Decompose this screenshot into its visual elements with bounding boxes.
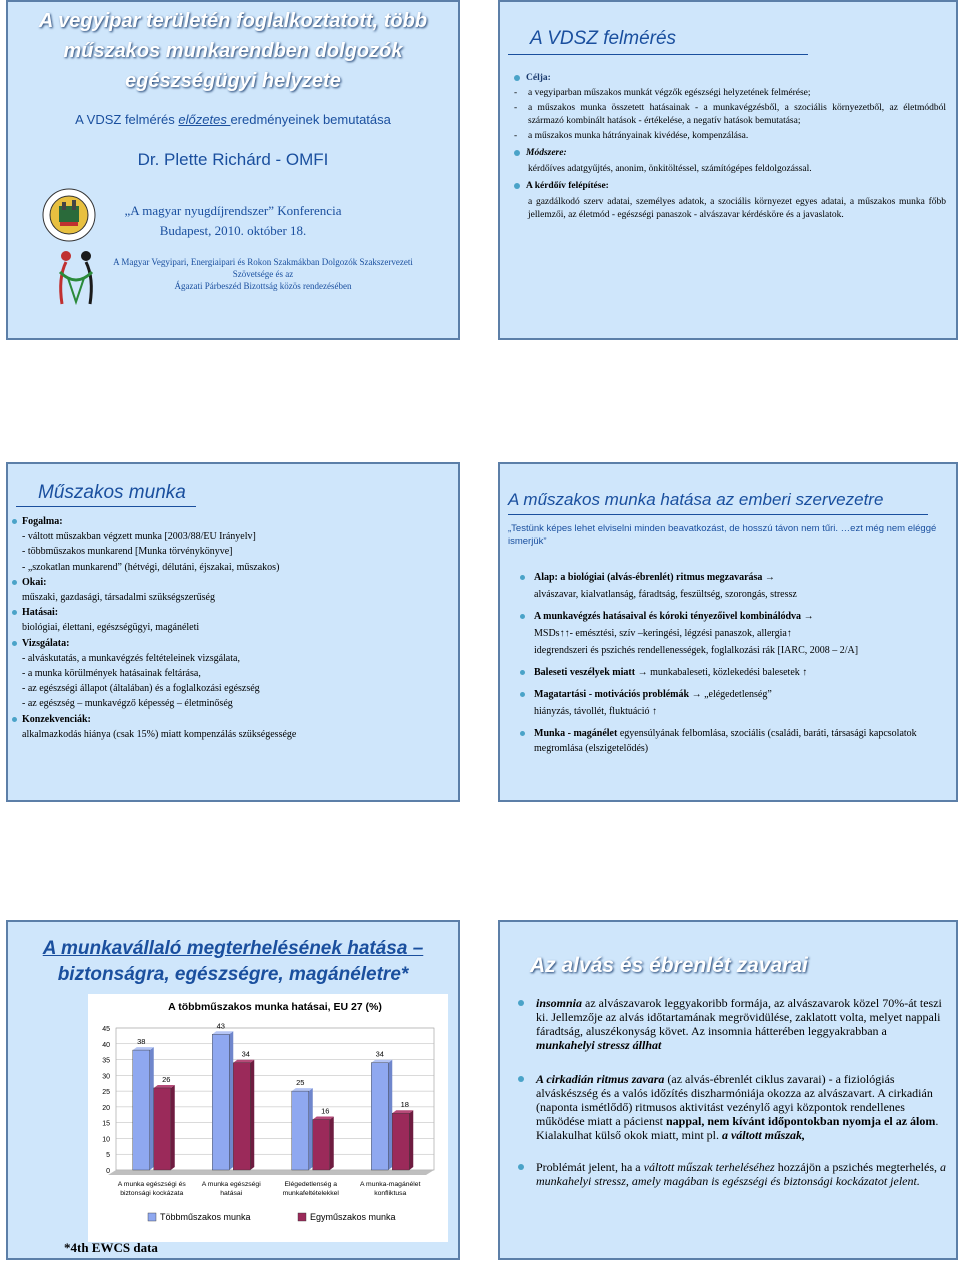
paragraph-segment: hozzájön a pszichés megterhelés, — [774, 1160, 940, 1174]
text-line — [22, 636, 454, 651]
effect-heading-rest: → — [762, 572, 775, 583]
x-tick-label: A munka-magánélet — [360, 1181, 421, 1188]
effect-heading-bold: Baleseti veszélyek miatt — [534, 667, 636, 678]
slide-effects-on-body — [498, 462, 958, 802]
slide6-title: Az alvás és ébrenlét zavarai — [530, 954, 808, 977]
bar-side — [309, 1088, 313, 1170]
section-text: - az egészségi állapot (általában) és a foglalkozási egészség — [22, 683, 260, 695]
slide3-title: Műszakos munka — [38, 482, 186, 503]
effect-heading-rest: → munkabaleseti, közlekedési balesetek ↑ — [635, 667, 808, 678]
bar-value-label: 38 — [137, 1037, 146, 1047]
bullet-icon — [12, 641, 17, 646]
y-tick-label: 5 — [106, 1152, 110, 1160]
slide-chart — [6, 920, 460, 1260]
celja-item: a vegyiparban műszakos munkát végzők egészségi helyzetének felmérése; — [528, 88, 811, 98]
slide2-title: A VDSZ felmérés — [530, 28, 677, 49]
y-tick-label: 10 — [102, 1136, 110, 1144]
text-line — [22, 605, 454, 620]
x-tick-label: biztonsági kockázata — [120, 1190, 184, 1197]
organizer-line: Szövetsége és az — [232, 269, 294, 279]
paragraph-segment: munkahelyi stressz állhat — [536, 1038, 662, 1052]
bullet-icon — [520, 692, 525, 697]
quote-text: „Testünk képes lehet elviselni minden beavatkozást, de hosszú távon nem tűri. …ezt még nem eléggé ismerjük” — [508, 523, 937, 547]
effect-detail: MSDs↑↑- emésztési, szív –keringési, légzési panaszok, allergia↑ — [534, 628, 792, 639]
bar-chart — [88, 994, 448, 1242]
chart-title: A többműszakos munka hatásai, EU 27 (%) — [168, 1001, 382, 1013]
section-label: Okai: — [22, 576, 47, 588]
x-tick-label: konfliktusa — [374, 1190, 407, 1197]
text-line — [22, 560, 454, 575]
effect-item — [522, 665, 946, 680]
subtitle-underlined: előzetes — [178, 112, 231, 127]
legend-label: Egyműszakos munka — [310, 1212, 396, 1222]
title-underline — [508, 54, 808, 55]
paragraph — [522, 996, 946, 1052]
bullet-icon — [520, 575, 525, 580]
section-text: - többműszakos munkarend [Munka törvénykönyve] — [22, 546, 233, 558]
bar-value-label: 34 — [375, 1049, 384, 1059]
text-line — [22, 712, 454, 727]
text-line — [22, 681, 454, 696]
y-tick-label: 35 — [102, 1057, 110, 1065]
subtitle-text-end: eredményeinek bemutatása — [230, 112, 391, 127]
paragraph — [522, 1160, 946, 1188]
section-label: Hatásai: — [22, 607, 59, 619]
y-tick-label: 15 — [102, 1120, 110, 1128]
effect-heading-bold: Alap: a biológiai (alvás-ébrenlét) ritmus megzavarása — [534, 572, 763, 583]
section-label: Fogalma: — [22, 516, 63, 527]
paragraph-segment: . Kialakulhat külső okok miatt, mint pl. — [536, 1114, 939, 1142]
y-tick-label: 30 — [102, 1073, 110, 1081]
bar-side — [409, 1110, 413, 1170]
modszere-text: kérdőíves adatgyűjtés, anonim, önkitöltéssel, számítógépes feldolgozással. — [528, 164, 812, 174]
slide-shift-work — [6, 462, 460, 802]
x-tick-label: A munka egészségi és — [117, 1181, 186, 1188]
effect-detail: hiányzás, távollét, fluktuáció ↑ — [534, 706, 658, 717]
effect-heading — [534, 665, 946, 680]
slide-vdsz-survey — [498, 0, 958, 340]
modszere-label: Módszere: — [526, 148, 567, 158]
bar-side — [330, 1117, 334, 1170]
section-label: Konzekvenciák: — [22, 713, 91, 725]
author: Dr. Plette Richárd - OMFI — [137, 150, 329, 169]
text-line — [22, 620, 454, 635]
organizer-line: A Magyar Vegyipari, Energiaipari és Rokon Szakmákban Dolgozók Szakszervezeti — [113, 257, 413, 267]
effect-heading-bold: Magatartási - motivációs problémák — [534, 689, 690, 700]
kerdoiv-text: a gazdálkodó szerv adatai, személyes adatok, a szociális környezet egyes adatai, a műszakos munka főbb jellemzői, az életmód - egészségi panaszok - alvászavar kérdésköre és a javaslatok. — [528, 197, 946, 220]
text-line — [22, 590, 454, 605]
effect-heading — [534, 687, 946, 702]
text-line — [22, 727, 454, 742]
text-line — [22, 514, 454, 529]
effect-detail: idegrendszeri és pszichés rendellenességek, foglalkozási rák [IARC, 2008 – 2/A] — [534, 645, 859, 656]
x-tick-label: munkafeltételekkel — [282, 1190, 339, 1197]
y-tick-label: 40 — [102, 1041, 110, 1049]
paragraph-segment: Problémát jelent, ha a — [536, 1160, 644, 1174]
y-tick-label: 0 — [106, 1168, 110, 1175]
kerdoiv-label: A kérdőív felépítése: — [526, 181, 609, 191]
effect-heading-bold: Munka - magánélet — [534, 728, 618, 739]
bullet-icon — [12, 610, 17, 615]
section-text: - váltott műszakban végzett munka [2003/88/EU Irányelv] — [22, 531, 256, 543]
chart-panel — [88, 994, 448, 1242]
celja-item: a műszakos munka összetett hatásainak - a munkavégzésből, a szociális környezetből, az életmódból származó kombinált hatások - értékelése, a negatív hatások bemutatása; — [528, 103, 946, 126]
bar-value-label: 25 — [296, 1078, 305, 1088]
y-tick-label: 25 — [102, 1089, 110, 1097]
section-text: műszaki, gazdasági, társadalmi szükségszerűség — [22, 592, 215, 604]
section-text: alkalmazkodás hiánya (csak 15%) miatt kompenzálás szükségessége — [22, 728, 297, 740]
section-label: Vizsgálata: — [22, 637, 70, 649]
effect-item — [522, 609, 946, 658]
plot-floor — [108, 1170, 434, 1175]
bar — [154, 1088, 171, 1170]
paragraph-segment: az alvászavarok leggyakoribb formája, az alvászavarok közel 70%-át teszi ki. Jellemzője az alvás időtartamának megrövidülése, zaklatott volta, melyet nappali fáradtság, aluszékonyság követ. Az insomnia hátterében leggyakrabban a — [536, 996, 942, 1038]
celja-label: Célja: — [526, 73, 551, 83]
paragraph-segment: insomnia — [536, 996, 583, 1010]
effect-heading-rest: → „elégedetlenség” — [689, 689, 772, 700]
text-line — [22, 529, 454, 544]
section-text: - alváskutatás, a munkavégzés feltételeinek vizsgálata, — [22, 652, 240, 664]
bullet-icon — [514, 183, 520, 189]
section-text: biológiai, élettani, egészségügyi, magánéleti — [22, 622, 200, 634]
section-text: - az egészség – munkavégző képesség – életminőség — [22, 698, 233, 710]
slide1-title-line: A vegyipar területén foglalkoztatott, több — [38, 10, 428, 32]
text-line — [22, 575, 454, 590]
section-text: - „szokatlan munkarend” (hétvégi, délutáni, éjszakai, műszakos) — [22, 561, 280, 573]
bullet-icon — [520, 670, 525, 675]
bar-value-label: 34 — [241, 1049, 250, 1059]
slide5-title-line: biztonságra, egészségre, magánéletre* — [57, 964, 409, 985]
paragraph-segment: nappal, nem kívánt időpontokban nyomja el az álom — [665, 1114, 936, 1128]
bar — [292, 1091, 309, 1170]
bullet-icon — [518, 1076, 524, 1082]
bullet-icon — [514, 75, 520, 81]
title-underline — [16, 506, 196, 507]
effect-detail: alvászavar, kialvatlanság, fáradtság, feszültség, szorongás, stressz — [534, 589, 797, 600]
celja-item: a műszakos munka hátrányainak kivédése, kompenzálása. — [528, 131, 749, 141]
bullet-icon — [514, 150, 520, 156]
bar — [313, 1120, 330, 1170]
bar-value-label: 26 — [162, 1074, 171, 1084]
effect-heading-bold: A munkavégzés hatásaival és kóroki tényezőivel kombinálódva — [534, 611, 802, 622]
place-date: Budapest, 2010. október 18. — [159, 223, 307, 238]
bullet-icon — [12, 519, 17, 524]
slide1-title — [8, 6, 458, 96]
y-tick-label: 45 — [102, 1026, 110, 1033]
y-tick-label: 20 — [102, 1104, 110, 1112]
bullet-icon — [12, 580, 17, 585]
paragraph-segment: a munkahelyi stressz, amely magában is egészségi és biztonsági kockázatot jelent. — [536, 1160, 946, 1188]
x-tick-label: hatásai — [220, 1190, 243, 1197]
bullet-icon — [520, 731, 525, 736]
effect-heading-rest: → — [801, 611, 814, 622]
bar-side — [150, 1047, 154, 1170]
organizer-text — [68, 256, 458, 292]
organizer-line: Ágazati Párbeszéd Bizottság közös rendezésében — [174, 281, 352, 291]
bar — [392, 1113, 409, 1170]
text-line — [22, 544, 454, 559]
slide1-title-line: műszakos munkarendben dolgozók — [63, 40, 403, 62]
slide5-title — [8, 936, 458, 988]
slide5-title-line: A munkavállaló megterhelésének hatása – — [42, 938, 424, 959]
slide1-subtitle — [8, 112, 458, 127]
effect-heading — [534, 726, 946, 756]
slide-title — [6, 0, 460, 340]
slide1-title-line: egészségügyi helyzete — [125, 70, 341, 92]
bullet-icon — [518, 1164, 524, 1170]
legend-swatch — [148, 1213, 156, 1221]
title-underline — [508, 514, 928, 515]
footnote: *4th EWCS data — [64, 1240, 158, 1255]
paragraph-segment: A cirkadián ritmus zavara — [536, 1072, 665, 1086]
effect-heading — [534, 609, 946, 624]
text-line — [22, 666, 454, 681]
bullet-icon — [520, 614, 525, 619]
bullet-icon — [518, 1000, 524, 1006]
bar-value-label: 16 — [321, 1106, 330, 1116]
subtitle-text: A VDSZ felmérés — [75, 112, 179, 127]
text-line — [22, 651, 454, 666]
text-line — [22, 696, 454, 711]
effect-item — [522, 726, 946, 756]
bar — [133, 1050, 150, 1170]
x-tick-label: Elégedetlenség a — [284, 1181, 338, 1188]
slide4-title: A műszakos munka hatása az emberi szervezetre — [508, 490, 884, 509]
section-text: - a munka körülmények hatásainak feltárása, — [22, 668, 201, 680]
slide4-body — [522, 570, 946, 763]
bar — [371, 1063, 388, 1170]
slide-sleep-disorders — [498, 920, 958, 1260]
bar — [233, 1063, 250, 1170]
bar-value-label: 18 — [400, 1100, 409, 1110]
x-tick-label: A munka egészségi — [201, 1181, 261, 1188]
paragraph-segment: (az alvás-ébrenlét ciklus zavarai) - a fiziológiás alváskészség és a valós időzítés diszharmóniája okozza az alvászavart. A cirkadián (naponta ismétlődő) ritmusos aktivitást vezénylő agyi központok rendellenes működése miatt a pácienst — [536, 1072, 933, 1128]
effect-item — [522, 687, 946, 719]
bar-side — [171, 1085, 175, 1170]
conference-name: „A magyar nyugdíjrendszer” Konferencia — [124, 203, 342, 218]
slide3-body — [22, 514, 454, 742]
effect-heading-rest: egyensúlyának felbomlása, szociális (családi, baráti, társasági kapcsolatok megromlása (elszigetelődés) — [534, 728, 917, 754]
bar-side — [250, 1060, 254, 1170]
vdsz-logo — [42, 188, 96, 242]
effect-heading — [534, 570, 946, 585]
paragraph-segment: váltott műszak terheléséhez — [643, 1160, 775, 1174]
bar-side — [388, 1060, 392, 1170]
legend-swatch — [298, 1213, 306, 1221]
paragraph-segment: a váltott műszak, — [721, 1128, 805, 1142]
paragraph — [522, 1072, 946, 1142]
effect-item — [522, 570, 946, 602]
slide2-body: Célja: - a vegyiparban műszakos munkát végzők egészségi helyzetének felmérése; - a műszakos munka összetett hatásainak - a munkavégzésből, a szociális környezetből, az életmódból származó kombinált hatások - értékelése, a negatív hatások bemutatása; - a műszakos munka hátrányainak kivédése, kompenzálása. Módszere: kérdőíves adatgyűjtés, anonim, önkitöltéssel, számítógépes feldolgozással. A kérdőív felépítése: a gazdálkodó szerv adatai, személyes adatok, a szociális környezet egyes adatai, a műszakos munka főbb jellemzői, az életmód - egészségi panaszok - alvászavar kérdésköre és a javaslatok. — [514, 73, 946, 220]
legend-label: Többműszakos munka — [160, 1212, 251, 1222]
bar-value-label: 43 — [216, 1021, 225, 1031]
bullet-icon — [12, 717, 17, 722]
dialogue-committee-logo — [52, 248, 100, 306]
bar — [212, 1034, 229, 1170]
bar-side — [229, 1031, 233, 1170]
slide6-body — [522, 996, 946, 1206]
